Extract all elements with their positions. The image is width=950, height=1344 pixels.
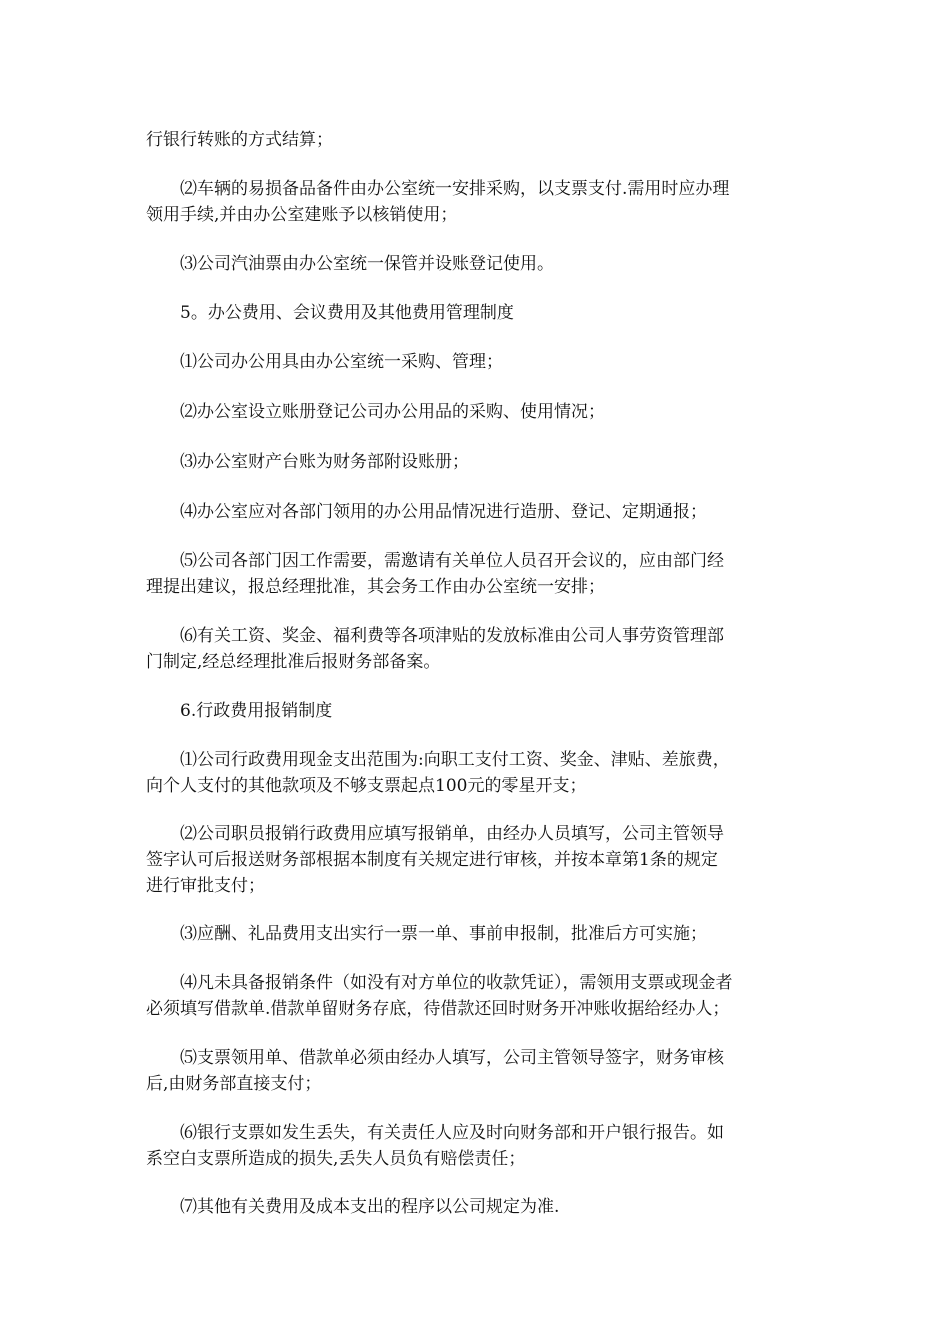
paragraph-line: ⑺其他有关费用及成本支出的程序以公司规定为准. (180, 1197, 560, 1217)
paragraph-allowances (146, 623, 810, 675)
paragraph-line: 签字认可后报送财务部根据本制度有关规定进行审核，并按本章第1条的规定 (146, 850, 718, 870)
paragraph-line: 向个人支付的其他款项及不够支票起点100元的零星开支； (146, 776, 587, 796)
paragraph-line: 进行审批支付； (146, 876, 265, 896)
paragraph-cheque-requisition (146, 1045, 810, 1097)
paragraph-line: ⑶公司汽油票由办公室统一保管并设账登记使用。 (180, 254, 554, 274)
paragraph-loan-slip (146, 970, 810, 1022)
paragraph-line: 必须填写借款单.借款单留财务存底，待借款还回时财务开冲账收据给经办人； (146, 999, 730, 1019)
paragraph-cheque-loss (146, 1120, 810, 1172)
paragraph-line: ⑷办公室应对各部门领用的办公用品情况进行造册、登记、定期通报； (180, 502, 707, 522)
paragraph-line: 门制定,经总经理批准后报财务部备案。 (146, 652, 441, 672)
paragraph-line: 理提出建议，报总经理批准，其会务工作由办公室统一安排； (146, 577, 605, 597)
paragraph-reimbursement (146, 821, 810, 899)
paragraph-line: ⑴公司办公用具由办公室统一采购、管理； (180, 352, 503, 372)
paragraph-settlement-tail (146, 127, 810, 153)
section-heading: 5。办公费用、会议费用及其他费用管理制度 (180, 303, 514, 323)
paragraph-line: ⑴公司行政费用现金支出范围为:向职工支付工资、奖金、津贴、差旅费， (180, 750, 730, 770)
paragraph-office-supplies (146, 349, 810, 375)
paragraph-line: ⑵公司职员报销行政费用应填写报销单，由经办人员填写，公司主管领导 (180, 824, 724, 844)
paragraph-ledger (146, 399, 810, 425)
paragraph-gifts (146, 921, 810, 947)
paragraph-line: ⑸公司各部门因工作需要，需邀请有关单位人员召开会议的，应由部门经 (180, 551, 724, 571)
paragraph-line: ⑹有关工资、奖金、福利费等各项津贴的发放标准由公司人事劳资管理部 (180, 626, 724, 646)
paragraph-asset-ledger (146, 449, 810, 475)
paragraph-line: 后,由财务部直接支付； (146, 1074, 322, 1094)
paragraph-line: ⑶应酬、礼品费用支出实行一票一单、事前申报制，批准后方可实施； (180, 924, 707, 944)
paragraph-line: ⑷凡未具备报销条件（如没有对方单位的收款凭证），需领用支票或现金者 (180, 973, 733, 993)
paragraph-line: ⑹银行支票如发生丢失，有关责任人应及时向财务部和开户银行报告。如 (180, 1123, 724, 1143)
section-heading: 6.行政费用报销制度 (180, 701, 333, 721)
section-heading-6 (146, 698, 810, 724)
paragraph-vehicle-parts (146, 176, 810, 228)
paragraph-line: ⑶办公室财产台账为财务部附设账册； (180, 452, 469, 472)
paragraph-supply-report (146, 499, 810, 525)
paragraph-line: 系空白支票所造成的损失,丢失人员负有赔偿责任； (146, 1149, 526, 1169)
paragraph-line: 行银行转账的方式结算； (146, 130, 333, 150)
paragraph-line: ⑵办公室设立账册登记公司办公用品的采购、使用情况； (180, 402, 605, 422)
paragraph-line: 领用手续,并由办公室建账予以核销使用； (146, 205, 458, 225)
paragraph-meetings (146, 548, 810, 600)
paragraph-other-costs (146, 1194, 810, 1220)
paragraph-line: ⑸支票领用单、借款单必须由经办人填写，公司主管领导签字，财务审核 (180, 1048, 724, 1068)
paragraph-fuel-tickets (146, 251, 810, 277)
paragraph-line: ⑵车辆的易损备品备件由办公室统一安排采购，以支票支付.需用时应办理 (180, 179, 730, 199)
section-heading-5 (146, 300, 810, 326)
paragraph-cash-scope (146, 747, 810, 799)
